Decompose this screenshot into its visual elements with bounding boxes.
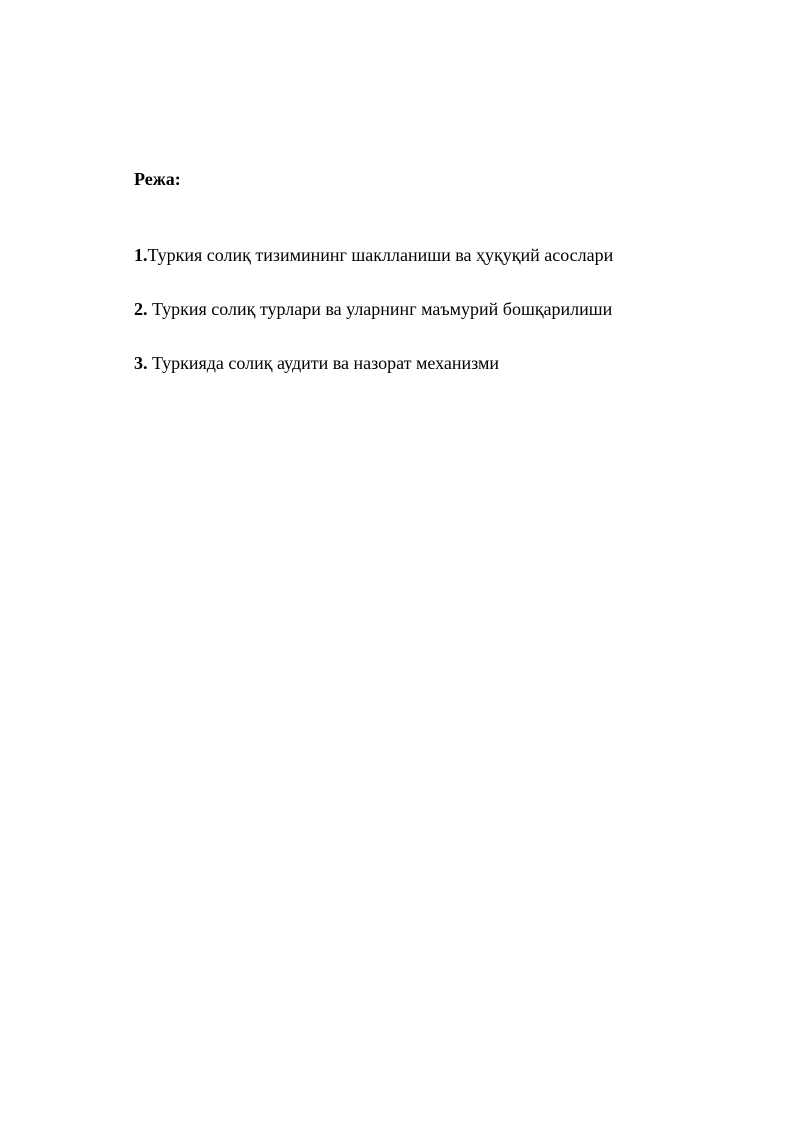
- plan-item-number: 1.: [134, 245, 148, 265]
- plan-item-1: [134, 244, 613, 266]
- plan-item-text: Туркия солиқ турлари ва уларнинг маъмурий бошқарилиши: [152, 299, 613, 319]
- plan-item-3: [134, 352, 613, 374]
- plan-item-number: 2.: [134, 299, 148, 319]
- plan-item-text: Туркияда солиқ аудити ва назорат механизми: [152, 353, 500, 373]
- plan-item-text: Туркия солиқ тизимининг шаклланиши ва ҳуқуқий асослари: [147, 245, 614, 265]
- plan-item-number: 3.: [134, 353, 148, 373]
- plan-list: [134, 244, 613, 406]
- plan-heading: Режа:: [134, 169, 181, 189]
- plan-item-2: [134, 298, 613, 320]
